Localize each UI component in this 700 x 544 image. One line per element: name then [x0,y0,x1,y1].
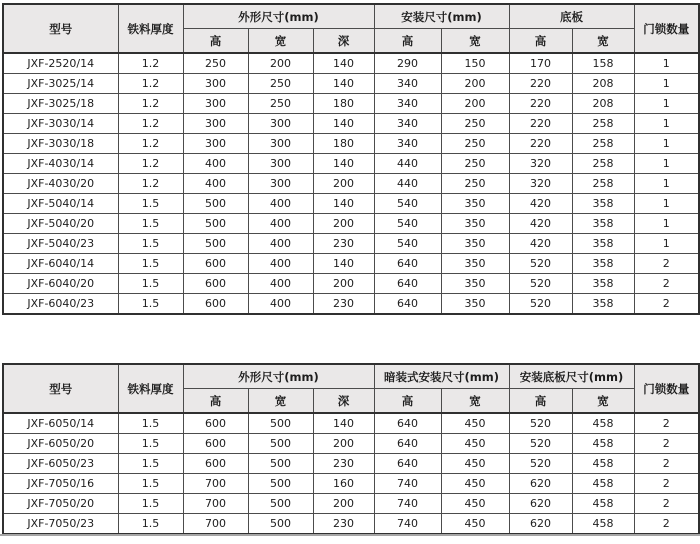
value-cell: 600 [183,274,248,294]
model-cell: JXF-7050/23 [3,514,118,535]
subcol-header-height: 高 [509,29,572,54]
value-cell: 1 [634,53,699,74]
value-cell: 400 [183,154,248,174]
value-cell: 1.2 [118,94,183,114]
value-cell: 350 [441,194,509,214]
value-cell: 458 [572,434,634,454]
table-row [3,174,699,194]
value-cell: 1.5 [118,434,183,454]
value-cell: 1.2 [118,134,183,154]
model-cell: JXF-6050/23 [3,454,118,474]
col-group-concealed-install-dimensions: 暗装式安装尺寸(mm) [374,364,509,389]
value-cell: 358 [572,234,634,254]
value-cell: 500 [183,194,248,214]
value-cell: 740 [374,514,441,535]
value-cell: 600 [183,454,248,474]
value-cell: 250 [441,154,509,174]
value-cell: 1.5 [118,294,183,315]
value-cell: 140 [313,194,374,214]
value-cell: 500 [248,494,313,514]
value-cell: 400 [248,274,313,294]
value-cell: 200 [313,434,374,454]
value-cell: 358 [572,214,634,234]
value-cell: 220 [509,114,572,134]
value-cell: 2 [634,514,699,535]
value-cell: 450 [441,494,509,514]
subcol-header-height: 高 [374,389,441,414]
value-cell: 600 [183,413,248,434]
value-cell: 140 [313,53,374,74]
model-cell: JXF-3030/14 [3,114,118,134]
value-cell: 1 [634,214,699,234]
value-cell: 458 [572,474,634,494]
value-cell: 400 [248,194,313,214]
value-cell: 1.2 [118,174,183,194]
value-cell: 1.2 [118,53,183,74]
value-cell: 300 [183,94,248,114]
model-cell: JXF-4030/14 [3,154,118,174]
value-cell: 440 [374,154,441,174]
value-cell: 450 [441,434,509,454]
model-cell: JXF-5040/23 [3,234,118,254]
value-cell: 350 [441,254,509,274]
model-cell: JXF-7050/16 [3,474,118,494]
model-cell: JXF-4030/20 [3,174,118,194]
value-cell: 1 [634,154,699,174]
col-group-outer-dimensions: 外形尺寸(mm) [183,4,374,29]
table-row [3,254,699,274]
value-cell: 2 [634,434,699,454]
table-row [3,134,699,154]
value-cell: 200 [313,174,374,194]
value-cell: 340 [374,114,441,134]
surface-mount-spec-table [2,3,700,315]
value-cell: 740 [374,474,441,494]
subcol-header-depth: 深 [313,389,374,414]
value-cell: 640 [374,454,441,474]
value-cell: 1.5 [118,234,183,254]
value-cell: 140 [313,74,374,94]
value-cell: 1.5 [118,494,183,514]
value-cell: 540 [374,214,441,234]
col-header-lock-count: 门锁数量 [634,4,699,53]
value-cell: 2 [634,294,699,315]
subcol-header-depth: 深 [313,29,374,54]
value-cell: 230 [313,514,374,535]
model-cell: JXF-3025/18 [3,94,118,114]
value-cell: 640 [374,413,441,434]
value-cell: 1.5 [118,454,183,474]
value-cell: 358 [572,294,634,315]
subcol-header-height: 高 [183,29,248,54]
col-header-lock-count: 门锁数量 [634,364,699,413]
value-cell: 458 [572,413,634,434]
subcol-header-width: 宽 [572,29,634,54]
value-cell: 520 [509,454,572,474]
value-cell: 358 [572,274,634,294]
value-cell: 220 [509,94,572,114]
value-cell: 500 [248,454,313,474]
model-cell: JXF-5040/20 [3,214,118,234]
value-cell: 420 [509,214,572,234]
value-cell: 320 [509,154,572,174]
value-cell: 640 [374,434,441,454]
value-cell: 500 [248,413,313,434]
value-cell: 250 [248,74,313,94]
value-cell: 230 [313,294,374,315]
model-cell: JXF-5040/14 [3,194,118,214]
value-cell: 250 [441,114,509,134]
value-cell: 400 [183,174,248,194]
value-cell: 1.2 [118,114,183,134]
value-cell: 300 [248,154,313,174]
value-cell: 1 [634,134,699,154]
value-cell: 350 [441,234,509,254]
value-cell: 1.5 [118,514,183,535]
flush-mount-spec-table [2,363,700,535]
value-cell: 140 [313,114,374,134]
table-row [3,194,699,214]
value-cell: 2 [634,413,699,434]
value-cell: 500 [183,214,248,234]
col-group-outer-dimensions: 外形尺寸(mm) [183,364,374,389]
value-cell: 620 [509,514,572,535]
value-cell: 250 [248,94,313,114]
value-cell: 158 [572,53,634,74]
value-cell: 458 [572,494,634,514]
value-cell: 400 [248,214,313,234]
section-divider [0,534,700,536]
value-cell: 500 [248,514,313,535]
value-cell: 540 [374,194,441,214]
col-group-install-dimensions: 安装尺寸(mm) [374,4,509,29]
value-cell: 700 [183,514,248,535]
model-cell: JXF-7050/20 [3,494,118,514]
subcol-header-width: 宽 [248,389,313,414]
model-cell: JXF-6040/14 [3,254,118,274]
value-cell: 300 [248,134,313,154]
value-cell: 600 [183,254,248,274]
subcol-header-width: 宽 [572,389,634,414]
value-cell: 1.2 [118,74,183,94]
value-cell: 400 [248,254,313,274]
value-cell: 420 [509,234,572,254]
table-row [3,94,699,114]
table-row [3,154,699,174]
value-cell: 600 [183,294,248,315]
value-cell: 358 [572,194,634,214]
table-row [3,294,699,315]
value-cell: 1.5 [118,254,183,274]
model-cell: JXF-6040/23 [3,294,118,315]
value-cell: 520 [509,294,572,315]
value-cell: 2 [634,254,699,274]
value-cell: 160 [313,474,374,494]
value-cell: 520 [509,413,572,434]
subcol-header-width: 宽 [441,29,509,54]
model-cell: JXF-6040/20 [3,274,118,294]
table-row [3,474,699,494]
value-cell: 620 [509,494,572,514]
value-cell: 1.2 [118,154,183,174]
table-row [3,454,699,474]
subcol-header-height: 高 [374,29,441,54]
value-cell: 450 [441,514,509,535]
value-cell: 700 [183,494,248,514]
value-cell: 2 [634,274,699,294]
value-cell: 450 [441,413,509,434]
value-cell: 220 [509,134,572,154]
value-cell: 300 [183,134,248,154]
value-cell: 350 [441,214,509,234]
table-row [3,53,699,74]
value-cell: 500 [248,474,313,494]
table-row [3,234,699,254]
value-cell: 258 [572,114,634,134]
value-cell: 200 [313,274,374,294]
value-cell: 208 [572,94,634,114]
col-group-baseplate: 底板 [509,4,634,29]
value-cell: 450 [441,454,509,474]
value-cell: 540 [374,234,441,254]
value-cell: 1 [634,174,699,194]
value-cell: 1 [634,74,699,94]
value-cell: 1.5 [118,474,183,494]
value-cell: 1.5 [118,194,183,214]
value-cell: 350 [441,294,509,315]
value-cell: 620 [509,474,572,494]
value-cell: 1 [634,234,699,254]
value-cell: 200 [441,74,509,94]
value-cell: 300 [248,114,313,134]
value-cell: 200 [248,53,313,74]
model-cell: JXF-3025/14 [3,74,118,94]
value-cell: 170 [509,53,572,74]
value-cell: 500 [248,434,313,454]
value-cell: 140 [313,254,374,274]
value-cell: 2 [634,494,699,514]
model-cell: JXF-3030/18 [3,134,118,154]
subcol-header-height: 高 [509,389,572,414]
model-cell: JXF-6050/20 [3,434,118,454]
col-header-model: 型号 [3,4,118,53]
value-cell: 340 [374,94,441,114]
value-cell: 640 [374,294,441,315]
value-cell: 358 [572,254,634,274]
value-cell: 640 [374,274,441,294]
value-cell: 250 [441,174,509,194]
col-header-thickness: 铁料厚度 [118,364,183,413]
value-cell: 300 [183,114,248,134]
value-cell: 250 [441,134,509,154]
value-cell: 258 [572,134,634,154]
table-row [3,214,699,234]
value-cell: 350 [441,274,509,294]
model-cell: JXF-6050/14 [3,413,118,434]
value-cell: 420 [509,194,572,214]
value-cell: 458 [572,514,634,535]
value-cell: 458 [572,454,634,474]
subcol-header-height: 高 [183,389,248,414]
value-cell: 180 [313,134,374,154]
value-cell: 520 [509,434,572,454]
value-cell: 1.5 [118,413,183,434]
col-header-model: 型号 [3,364,118,413]
value-cell: 200 [313,494,374,514]
value-cell: 1.5 [118,274,183,294]
value-cell: 300 [183,74,248,94]
value-cell: 150 [441,53,509,74]
table-row [3,434,699,454]
table-row [3,114,699,134]
table-row [3,74,699,94]
value-cell: 440 [374,174,441,194]
value-cell: 208 [572,74,634,94]
model-cell: JXF-2520/14 [3,53,118,74]
value-cell: 640 [374,254,441,274]
value-cell: 600 [183,434,248,454]
value-cell: 1 [634,194,699,214]
table-row [3,494,699,514]
table-row [3,274,699,294]
value-cell: 258 [572,174,634,194]
value-cell: 230 [313,234,374,254]
table-row [3,413,699,434]
value-cell: 520 [509,274,572,294]
value-cell: 700 [183,474,248,494]
col-group-install-baseplate-dimensions: 安装底板尺寸(mm) [509,364,634,389]
value-cell: 230 [313,454,374,474]
value-cell: 740 [374,494,441,514]
table-row [3,514,699,535]
value-cell: 140 [313,413,374,434]
value-cell: 400 [248,294,313,315]
value-cell: 290 [374,53,441,74]
value-cell: 180 [313,94,374,114]
value-cell: 200 [313,214,374,234]
value-cell: 2 [634,474,699,494]
col-header-thickness: 铁料厚度 [118,4,183,53]
value-cell: 300 [248,174,313,194]
value-cell: 320 [509,174,572,194]
value-cell: 500 [183,234,248,254]
value-cell: 340 [374,134,441,154]
value-cell: 200 [441,94,509,114]
subcol-header-width: 宽 [441,389,509,414]
value-cell: 450 [441,474,509,494]
value-cell: 250 [183,53,248,74]
value-cell: 220 [509,74,572,94]
value-cell: 1 [634,94,699,114]
value-cell: 2 [634,454,699,474]
value-cell: 340 [374,74,441,94]
value-cell: 140 [313,154,374,174]
value-cell: 258 [572,154,634,174]
value-cell: 1 [634,114,699,134]
value-cell: 400 [248,234,313,254]
value-cell: 520 [509,254,572,274]
value-cell: 1.5 [118,214,183,234]
subcol-header-width: 宽 [248,29,313,54]
